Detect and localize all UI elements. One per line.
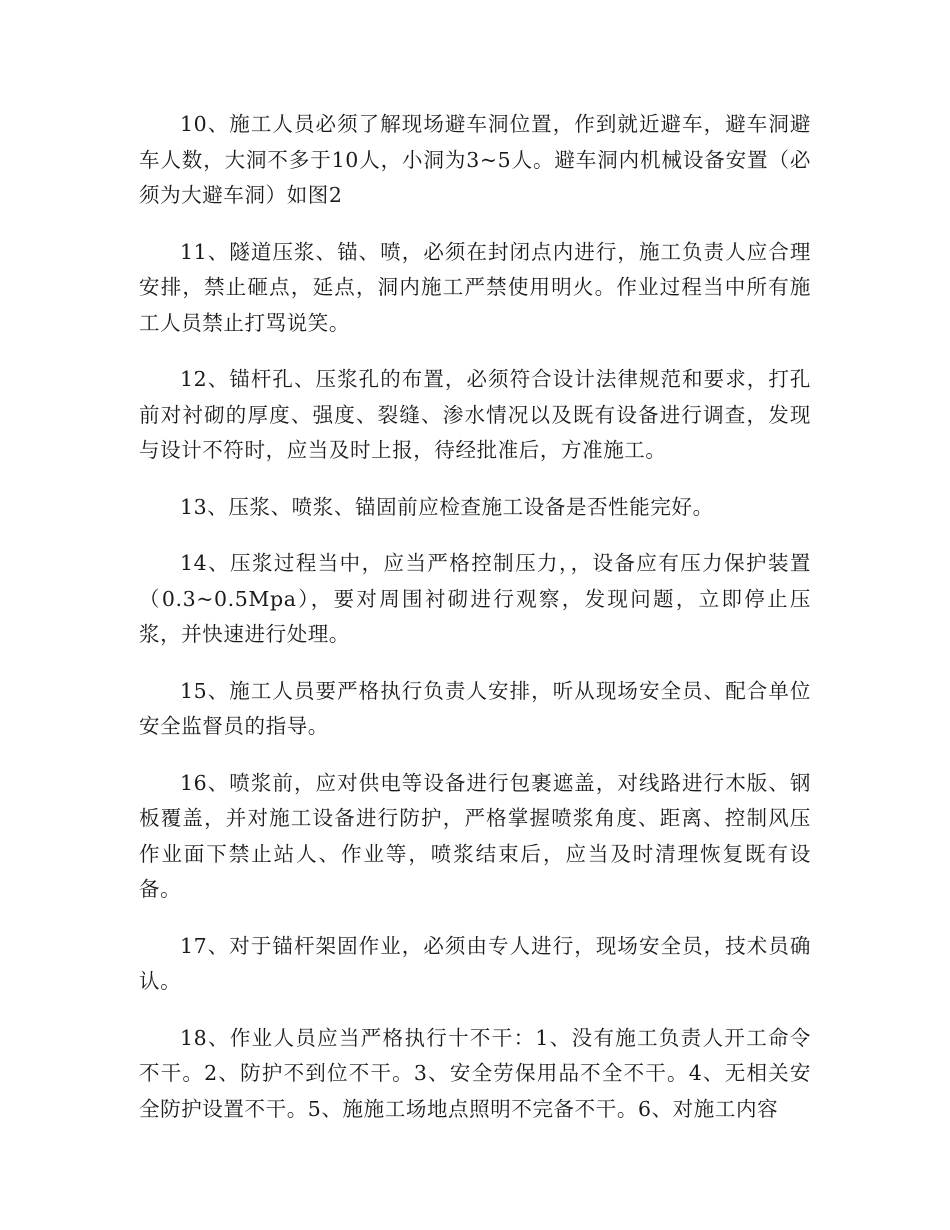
paragraph-16: 16、喷浆前，应对供电等设备进行包裹遮盖，对线路进行木版、钢板覆盖，并对施工设备进行防护，严格掌握喷浆角度、距离、控制风压作业面下禁止站人、作业等，喷浆结束后，应当及时清理恢复既有设备。 bbox=[139, 770, 811, 901]
paragraph-10: 10、施工人员必须了解现场避车洞位置，作到就近避车，避车洞避车人数，大洞不多于10人，小洞为3~5人。避车洞内机械设备安置（必须为大避车洞）如图2 bbox=[139, 112, 811, 207]
paragraph-12: 12、锚杆孔、压浆孔的布置，必须符合设计法律规范和要求，打孔前对衬砌的厚度、强度、裂缝、渗水情况以及既有设备进行调查，发现与设计不符时，应当及时上报，待经批准后，方准施工。 bbox=[139, 367, 811, 462]
paragraph-17: 17、对于锚杆架固作业，必须由专人进行，现场安全员，技术员确认。 bbox=[139, 933, 811, 993]
paragraph-18: 18、作业人员应当严格执行十不干：1、没有施工负责人开工命令不干。2、防护不到位不干。3、安全劳保用品不全不干。4、无相关安全防护设置不干。5、施施工场地点照明不完备不干。6、对施工内容 bbox=[139, 1025, 811, 1121]
paragraph-13: 13、压浆、喷浆、锚固前应检查施工设备是否性能完好。 bbox=[180, 494, 714, 519]
document-body bbox=[139, 107, 811, 1148]
paragraph-11: 11、隧道压浆、锚、喷，必须在封闭点内进行，施工负责人应合理安排，禁止砸点，延点，洞内施工严禁使用明火。作业过程当中所有施工人员禁止打骂说笑。 bbox=[139, 239, 811, 335]
paragraph-15: 15、施工人员要严格执行负责人安排，听从现场安全员、配合单位安全监督员的指导。 bbox=[139, 678, 811, 738]
paragraph-14: 14、压浆过程当中，应当严格控制压力，，设备应有压力保护装置（0.3~0.5Mpa），要对周围衬砌进行观察，发现问题，立即停止压浆，并快速进行处理。 bbox=[139, 551, 811, 646]
